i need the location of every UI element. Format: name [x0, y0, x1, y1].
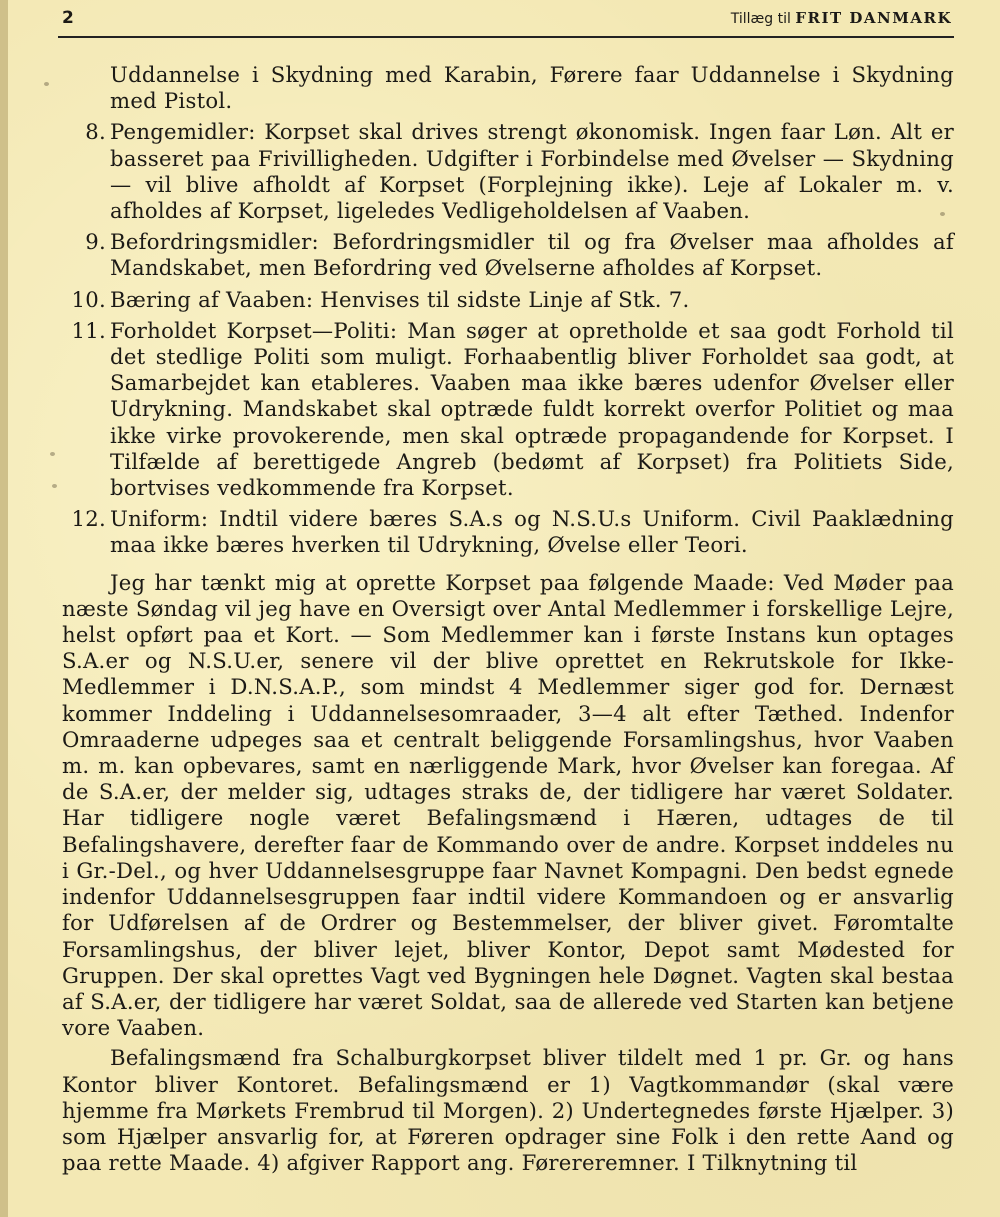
item-text: Bæring af Vaaben: Henvises til sidste Linje af Stk. 7.	[110, 286, 690, 312]
item-text: Pengemidler: Korpset skal drives strengt økonomisk. Ingen faar Løn. Alt er basseret paa Frivilligheden. Udgifter i Forbindelse med Øvelser — Skydning — vil blive afholdt af Korpset (Forplejning ikke). Leje af Lokaler m. v. afholdes af Korpset, ligeledes Vedligeholdelsen af Vaaben.	[110, 119, 954, 224]
header-rule	[58, 36, 954, 38]
header-prefix: Tillæg til	[730, 11, 791, 27]
item-number: 8.	[85, 119, 106, 145]
body-paragraph: Befalingsmænd fra Schalburgkorpset bliver tildelt med 1 pr. Gr. og hans Kontor bliver Kontoret. Befalingsmænd er 1) Vagtkommandør (skal være hjemme fra Mørkets Frembrud til Morgen). 2) Undertegnedes første Hjælper. 3) som Hjælper ansvarlig for, at Føreren opdrager sine Folk i den rette Aand og paa rette Maade. 4) afgiver Rapport ang. Førereremner. I Tilknytning til	[62, 1045, 954, 1176]
page-edge	[0, 0, 8, 1217]
item-text: Befordringsmidler: Befordringsmidler til og fra Øvelser maa afholdes af Mandskabet, men Befordring ved Øvelserne afholdes af Korpset.	[110, 229, 954, 281]
print-speck	[50, 452, 55, 456]
list-item	[62, 229, 954, 281]
article-body	[62, 62, 954, 1176]
item-number: 10.	[71, 286, 106, 312]
item-text: Forholdet Korpset—Politi: Man søger at opretholde et saa godt Forhold til det stedlige Politi som muligt. Forhaabentlig bliver Forholdet saa godt, at Samarbejdet kan etableres. Vaaben maa ikke bæres udenfor Øvelser eller Udrykning. Mandskabet skal optræde fuldt korrekt overfor Politiet og maa ikke virke provokerende, men skal optræde propagandende for Korpset. I Tilfælde af berettigede Angreb (bedømt af Korpset) fra Politiets Side, bortvises vedkommende fra Korpset.	[110, 317, 954, 501]
header-publication-title: FRIT DANMARK	[795, 9, 952, 27]
print-speck	[52, 484, 57, 488]
running-header	[731, 9, 952, 27]
body-paragraph: Jeg har tænkt mig at oprette Korpset paa følgende Maade: Ved Møder paa næste Søndag vil jeg have en Oversigt over Antal Medlemmer i forskellige Lejre, helst opført paa et Kort. — Som Medlemmer kan i første Instans kun optages S.A.er og N.S.U.er, senere vil der blive oprettet en Rekrutskole for Ikke-Medlemmer i D.N.S.A.P., som mindst 4 Medlemmer siger god for. Dernæst kommer Inddeling i Uddannelsesomraader, 3—4 alt efter Tæthed. Indenfor Omraaderne udpeges saa et centralt beliggende Forsamlingshus, hvor Vaaben m. m. kan opbevares, samt en nærliggende Mark, hvor Øvelser kan foregaa. Af de S.A.er, der melder sig, udtages straks de, der tidligere har været Soldater. Har tidligere nogle været Befalingsmænd i Hæren, udtages de til Befalingshavere, derefter faar de Kommando over de andre. Korpset inddeles nu i Gr.-Del., og hver Uddannelsesgruppe faar Navnet Kompagni. Den bedst egnede indenfor Uddannelsesgruppen faar indtil videre Kommandoen og er ansvarlig for Udførelsen af de Ordrer og Bestemmelser, der bliver givet. Føromtalte Forsamlingshus, der bliver lejet, bliver Kontor, Depot samt Mødested for Gruppen. Der skal oprettes Vagt ved Bygningen hele Døgnet. Vagten skal bestaa af S.A.er, der tidligere har været Soldat, saa de allerede ved Starten kan betjene vore Vaaben.	[62, 569, 954, 1041]
list-item	[62, 318, 954, 501]
item-number: 11.	[71, 317, 106, 343]
page-number: 2	[62, 8, 74, 28]
item-text: Uniform: Indtil videre bæres S.A.s og N.S.U.s Uniform. Civil Paaklædning maa ikke bæres hverken til Udrykning, Øvelse eller Teori.	[110, 506, 954, 558]
list-item	[62, 506, 954, 558]
print-speck	[44, 82, 49, 86]
continued-item-text: Uddannelse i Skydning med Karabin, Førere faar Uddannelse i Skydning med Pistol.	[110, 62, 954, 114]
list-item	[62, 119, 954, 224]
list-item	[62, 287, 954, 313]
item-number: 9.	[85, 229, 106, 255]
item-number: 12.	[71, 506, 106, 532]
print-speck	[940, 212, 945, 216]
